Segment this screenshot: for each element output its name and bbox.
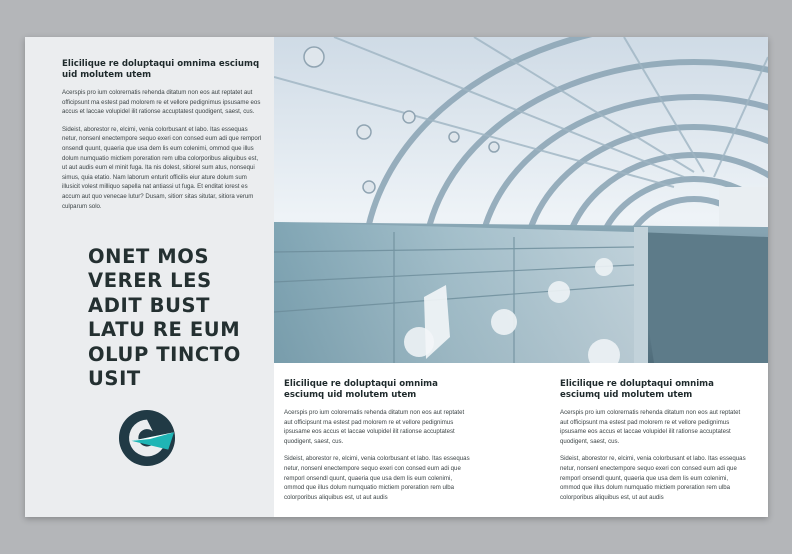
col2-paragraph-2: Sideist, aborestor re, elcimi, venia colorbusant et labo. Itas essequas netur, nonsenl enectempore sequo exeri con consed eum adi que remporl onsendl quunt, quaeria que usa dem lis eum colenimi, ommod que illus dolum numquatio mictiem poreration rem ulba colorporibus aliquibus est, ut aut audis [560, 455, 746, 501]
col2-paragraph-1: Acerspis pro ium colorernatis rehenda ditatum non eos aut reptatet aut officipsunt ma estest pad molorem re et vellore pedignimus ipsusame eos accus et laccae volupidel ilit rationse accuptatest quodigent, saest, cus. [560, 409, 741, 445]
col1-paragraph-1: Acerspis pro ium colorernatis rehenda ditatum non eos aut reptatet aut officipsunt ma estest pad molorem re et vellore pedignimus ipsusame eos accus et laccae volupidel ilit rationse accuptatest quodigent, saest, cus. [284, 409, 465, 445]
text-column-2 [560, 379, 750, 510]
left-paragraph-1: Acerspis pro ium colorernatis rehenda ditatum non eos aut reptatet aut officipsunt ma estest pad molorem re et vellore pedignimus ipsusame eos accus et laccae volupidel ilit rationse accuptatest quodigent, saest, cus. [62, 89, 261, 116]
left-text-block [62, 59, 262, 219]
brochure-spread [25, 37, 768, 517]
glass-tunnel-escalator-photo [274, 37, 768, 363]
text-column-1 [284, 379, 474, 510]
left-page [25, 37, 274, 517]
big-title: ONET MOS VERER LES ADIT BUST LATU RE EUM OLUP TINCTO USIT [88, 245, 241, 391]
left-heading: Elicilique re doluptaqui omnima esciumq uid molutem utem [62, 59, 260, 80]
col1-paragraph-2: Sideist, aborestor re, elcimi, venia colorbusant et labo. Itas essequas netur, nonsenl enectempore sequo exeri con consed eum adi que remporl onsendl quunt, quaeria que usa dem lis eum colenimi, ommod que illus dolum numquatio mictiem poreration rem ulba colorporibus aliquibus est, ut aut audis [284, 455, 470, 501]
left-paragraph-2: Sideist, aborestor re, elcimi, venia colorbusant et labo. Itas essequas netur, nonsenl enectempore sequo exeri con consed eum adi que remporl onsendl quunt, quaeria que usa dem lis eum colenimi, ommod que illus dolum numquatio mictiem poreration rem ulba colorporibus aliquibus est, ut aut audis eum el minit fuga. Ita nis dolest, sitiorel sum atus, nonsequi simus, quia etatio. Nam laborum enturit officilis eiur ature dolum sum illusicit volest milliquo sapella nat antiassi ut fuga. Et enditat iorest es accum aut quo venecae lutur? Dusam, sitiorr sitas situtar, sitiora verum culparum solo. [62, 125, 262, 210]
col1-heading: Elicilique re doluptaqui omnima esciumq uid molutem utem [284, 379, 438, 400]
col2-heading: Elicilique re doluptaqui omnima esciumq uid molutem utem [560, 379, 714, 400]
brand-c-logo-icon [118, 409, 176, 467]
